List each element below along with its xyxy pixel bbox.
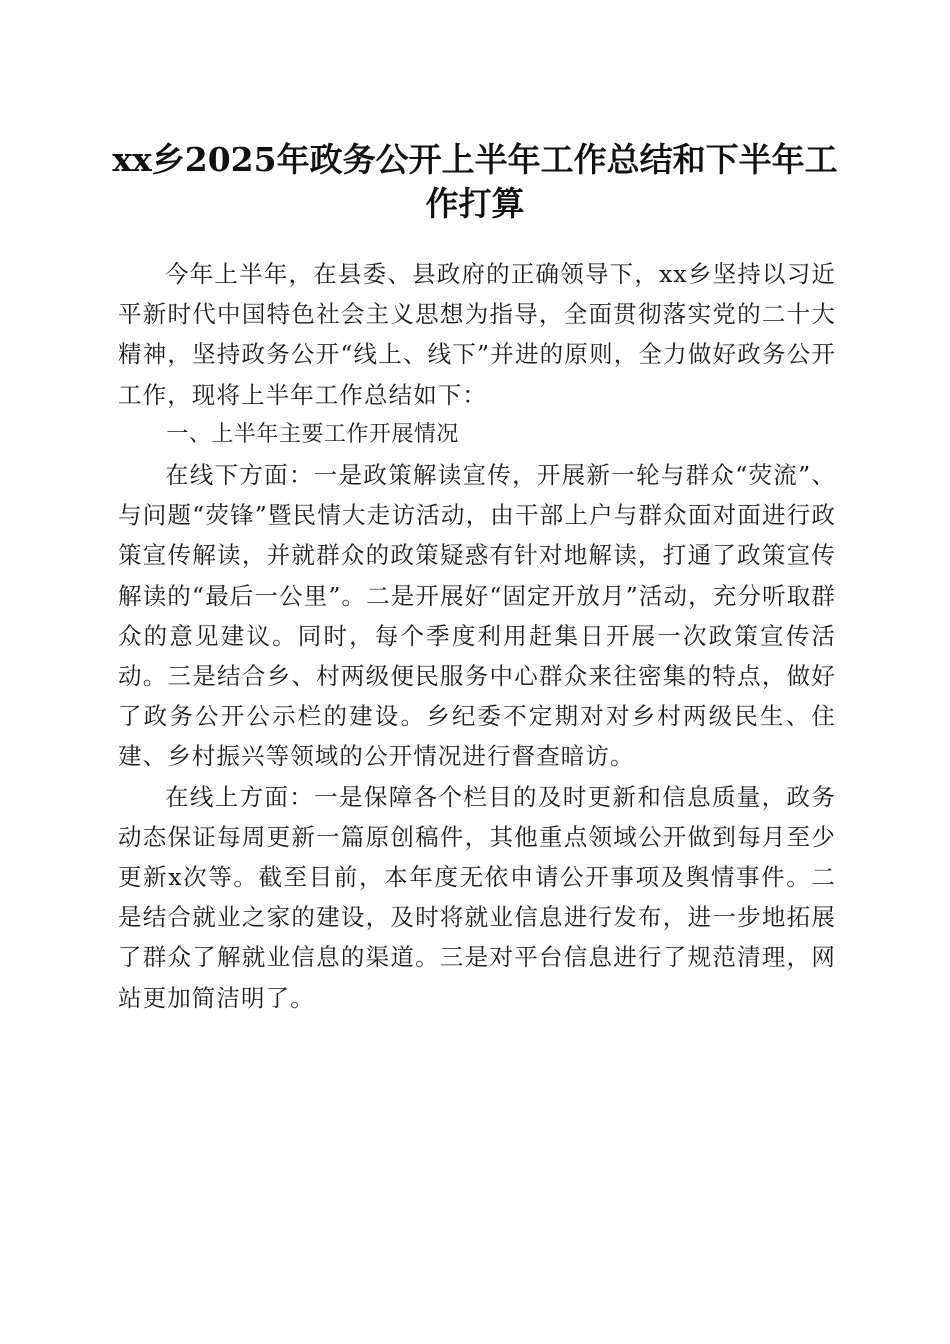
offline-paragraph: 在线下方面：一是政策解读宣传，开展新一轮与群众“荧流”、与问题“荧锋”暨民情大走访活动，由干部上户与群众面对面进行政策宣传解读，并就群众的政策疑惑有针对地解读，打通了政策宣传解读的“最后一公里”。二是开展好“固定开放月”活动，充分听取群众的意见建议。同时，每个季度利用赶集日开展一次政策宣传活动。三是结合乡、村两级便民服务中心群众来往密集的特点，做好了政务公开公示栏的建设。乡纪委不定期对对乡村两级民生、住建、乡村振兴等领域的公开情况进行督查暗访。 [118, 461, 836, 771]
document-body [118, 254, 836, 1018]
intro-paragraph: 今年上半年，在县委、县政府的正确领导下，xx乡坚持以习近平新时代中国特色社会主义思想为指导，全面贯彻落实党的二十大精神，坚持政务公开“线上、线下”并进的原则，全力做好政务公开工作，现将上半年工作总结如下： [118, 260, 836, 409]
section-heading: 一、上半年主要工作开展情况 [166, 421, 459, 447]
online-paragraph: 在线上方面：一是保障各个栏目的及时更新和信息质量，政务动态保证每周更新一篇原创稿件，其他重点领域公开做到每月至少更新x次等。截至目前，本年度无依申请公开事项及舆情事件。二是结合就业之家的建设，及时将就业信息进行发布，进一步地拓展了群众了解就业信息的渠道。三是对平台信息进行了规范清理，网站更加简洁明了。 [118, 782, 836, 1012]
document-title: xx乡2025年政务公开上半年工作总结和下半年工作打算 [112, 140, 838, 223]
